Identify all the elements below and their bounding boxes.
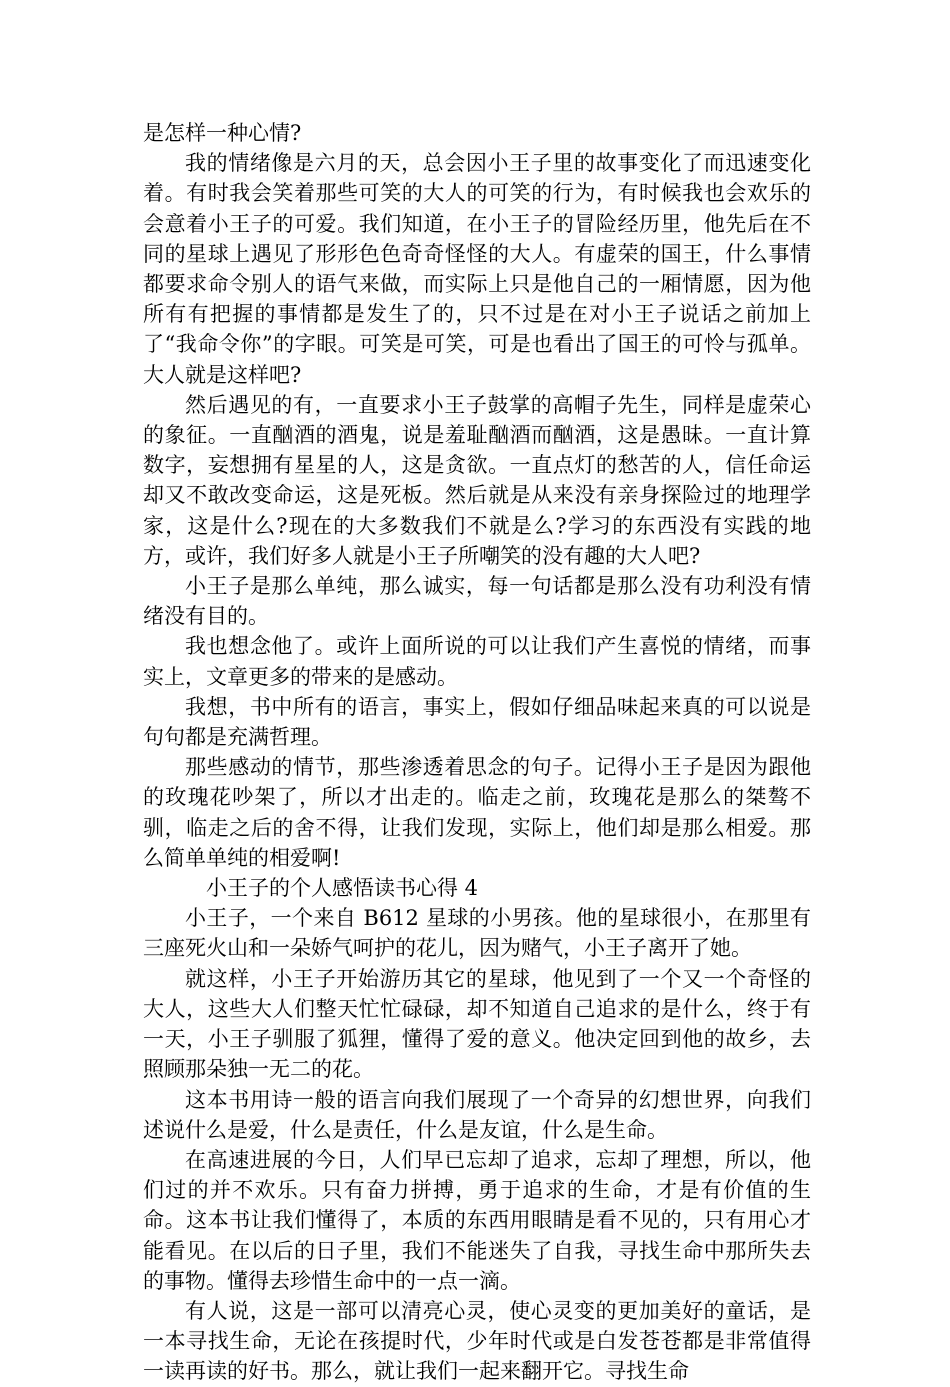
paragraph: 就这样，小王子开始游历其它的星球，他见到了一个又一个奇怪的大人，这些大人们整天忙忙碌碌，却不知道自己追求的是什么，终于有一天，小王子驯服了狐狸，懂得了爱的意义。他决定回到他的故乡，去照顾那朵独一无二的花。	[143, 966, 811, 1082]
paragraph: 小王子，一个来自 B612 星球的小男孩。他的星球很小，在那里有三座死火山和一朵娇气呵护的花儿，因为赌气，小王子离开了她。	[143, 906, 811, 961]
paragraph: 我也想念他了。或许上面所说的可以让我们产生喜悦的情绪，而事实上，文章更多的带来的是感动。	[143, 634, 811, 689]
document-body	[143, 118, 811, 1387]
paragraph: 那些感动的情节，那些渗透着思念的句子。记得小王子是因为跟他的玫瑰花吵架了，所以才出走的。临走之前，玫瑰花是那么的桀骜不驯，临走之后的舍不得，让我们发现，实际上，他们却是那么相爱。那么简单单纯的相爱啊!	[143, 755, 811, 870]
paragraph: 然后遇见的有，一直要求小王子鼓掌的高帽子先生，同样是虚荣心的象征。一直酗酒的酒鬼，说是羞耻酗酒而酗酒，这是愚昧。一直计算数字，妄想拥有星星的人，这是贪欲。一直点灯的愁苦的人，信任命运却又不敢改变命运，这是死板。然后就是从来没有亲身探险过的地理学家，这是什么?现在的大多数我们不就是么?学习的东西没有实践的地方，或许，我们好多人就是小王子所嘲笑的没有趣的大人吧?	[143, 392, 811, 568]
paragraph: 小王子是那么单纯，那么诚实，每一句话都是那么没有功利没有情绪没有目的。	[143, 574, 811, 629]
section-heading: 小王子的个人感悟读书心得 4	[206, 876, 479, 901]
paragraph-continuation: 是怎样一种心情?	[143, 121, 302, 145]
paragraph: 在高速进展的今日，人们早已忘却了追求，忘却了理想，所以，他们过的并不欢乐。只有奋力拼搏，勇于追求的生命，才是有价值的生命。这本书让我们懂得了，本质的东西用眼睛是看不见的，只有用心才能看见。在以后的日子里，我们不能迷失了自我，寻找生命中那所失去的事物。懂得去珍惜生命中的一点一滴。	[143, 1147, 811, 1293]
paragraph: 我想，书中所有的语言，事实上，假如仔细品味起来真的可以说是句句都是充满哲理。	[143, 694, 811, 750]
paragraph: 我的情绪像是六月的天，总会因小王子里的故事变化了而迅速变化着。有时我会笑着那些可笑的大人的可笑的行为，有时候我也会欢乐的会意着小王子的可爱。我们知道，在小王子的冒险经历里，他先后在不同的星球上遇见了形形色色奇奇怪怪的大人。有虚荣的国王，什么事情都要求命令别人的语气来做，而实际上只是他自己的一厢情愿，因为他所有有把握的事情都是发生了的，只不过是在对小王子说话之前加上了“我命令你”的字眼。可笑是可笑，可是也看出了国王的可怜与孤单。大人就是这样吧?	[143, 151, 811, 387]
paragraph: 这本书用诗一般的语言向我们展现了一个奇异的幻想世界，向我们述说什么是爱，什么是责任，什么是友谊，什么是生命。	[143, 1087, 811, 1142]
paragraph: 有人说，这是一部可以清亮心灵，使心灵变的更加美好的童话，是一本寻找生命，无论在孩提时代，少年时代或是白发苍苍都是非常值得一读再读的好书。那么，就让我们一起来翻开它。寻找生命	[143, 1298, 811, 1384]
